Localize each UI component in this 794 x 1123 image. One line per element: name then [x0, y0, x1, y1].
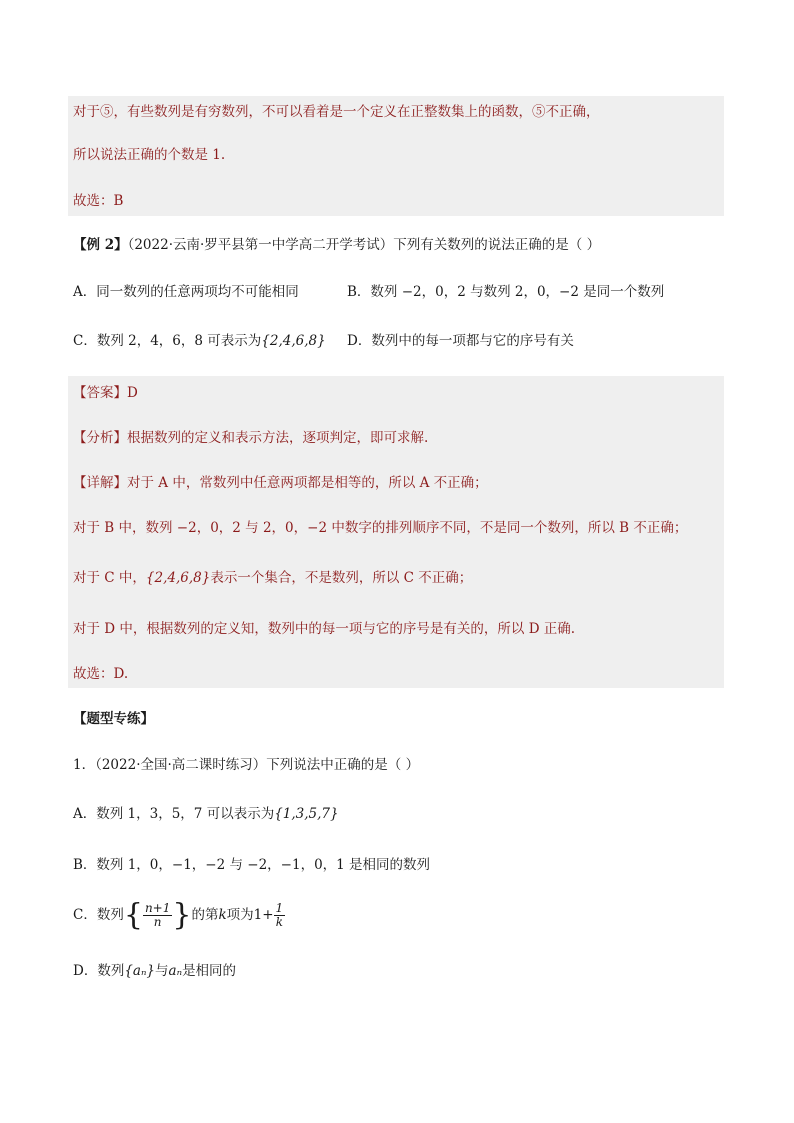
answer-conclusion: 故选：D. — [73, 666, 129, 682]
option-d: D．数列中的每一项都与它的序号有关 — [347, 333, 574, 349]
q1-option-c-mid: 的第 — [191, 907, 219, 923]
detail-text-c: 对于 C 中， — [73, 570, 146, 586]
q1-option-a-text: A．数列 1，3，5，7 可以表示为 — [73, 806, 275, 822]
set-notation: {2,4,6,8} — [261, 333, 326, 349]
q1-option-a — [73, 805, 339, 823]
fraction — [143, 902, 172, 929]
option-b: B．数列 −2，0，2 与数列 2，0，−2 是同一个数列 — [347, 284, 665, 300]
fraction-numerator: 1 — [275, 901, 284, 915]
example-2-stem — [73, 236, 600, 254]
fraction-denominator: n — [153, 915, 162, 929]
set-notation: {1,3,5,7} — [274, 806, 339, 822]
q1-option-d-mid: 与 — [155, 963, 169, 979]
brace-left: { — [123, 897, 143, 933]
detail-tag: 【详解】 — [73, 475, 127, 491]
q1-option-d-text: D．数列 — [73, 963, 125, 979]
q1-option-c-post: 项为 — [226, 907, 254, 923]
q1-option-d-post: 是相同的 — [182, 963, 237, 979]
fraction-numerator: n+1 — [144, 901, 171, 915]
fraction — [274, 902, 286, 929]
expression: 1+ — [253, 907, 274, 923]
analysis-line — [73, 429, 428, 447]
example-source: （2022·云南·罗平县第一中学高二开学考试）下列有关数列的说法正确的是（ ） — [127, 237, 601, 253]
set-notation: {2,4,6,8} — [145, 570, 211, 586]
option-c-text: C．数列 2，4，6，8 可表示为 — [73, 333, 262, 349]
fraction-denominator: k — [275, 915, 283, 929]
variable-k: k — [218, 907, 227, 923]
q1-option-b: B．数列 1，0，−1，−2 与 −2，−1，0，1 是相同的数列 — [73, 857, 431, 873]
detail-text-c-post: 表示一个集合，不是数列，所以 C 不正确； — [210, 570, 473, 586]
detail-line-b: 对于 B 中，数列 −2，0，2 与 2，0，−2 中数字的排列顺序不同，不是同一个数列，所以 B 不正确； — [73, 520, 688, 536]
answer-line — [73, 384, 138, 402]
detail-line-c — [73, 569, 472, 587]
example-tag: 【例 2】 — [73, 237, 128, 253]
detail-line-a — [73, 474, 488, 492]
analysis-tag: 【分析】 — [73, 430, 127, 446]
q1-option-c-text: C．数列 — [73, 907, 124, 923]
solution-conclusion: 故选：B — [73, 193, 124, 209]
q1-option-d — [73, 962, 236, 980]
answer-value: D — [127, 385, 138, 401]
q1-option-c — [73, 897, 285, 933]
practice-heading: 【题型专练】 — [73, 711, 154, 727]
solution-line: 所以说法正确的个数是 1. — [73, 147, 226, 163]
question-1: 1．（2022·全国·高二课时练习）下列说法中正确的是（ ） — [73, 757, 420, 773]
sequence-notation: {aₙ} — [124, 963, 156, 979]
detail-text-a: 对于 A 中，常数列中任意两项都是相等的，所以 A 不正确； — [127, 475, 488, 491]
brace-right: } — [172, 897, 192, 933]
option-c — [73, 332, 326, 350]
detail-line-d: 对于 D 中，根据数列的定义知，数列中的每一项与它的序号是有关的，所以 D 正确. — [73, 621, 576, 637]
solution-line: 对于⑤，有些数列是有穷数列，不可以看着是一个定义在正整数集上的函数，⑤不正确， — [73, 104, 600, 120]
term-notation: aₙ — [168, 963, 183, 979]
option-a: A．同一数列的任意两项均不可能相同 — [73, 284, 299, 300]
analysis-text: 根据数列的定义和表示方法，逐项判定，即可求解. — [127, 430, 429, 446]
answer-tag: 【答案】 — [73, 385, 127, 401]
